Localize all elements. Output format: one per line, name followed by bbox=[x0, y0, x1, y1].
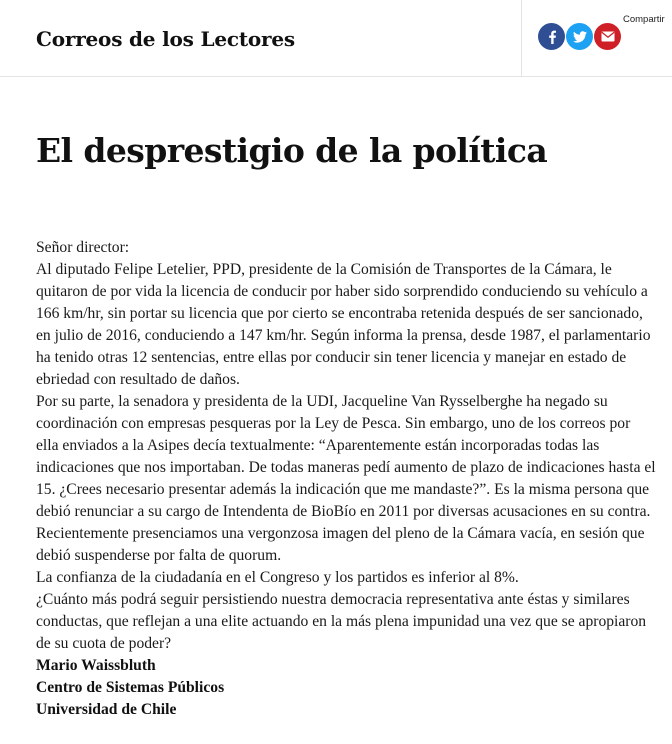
article-body bbox=[36, 237, 656, 721]
section-title[interactable]: Correos de los Lectores bbox=[36, 27, 295, 51]
twitter-share-button[interactable] bbox=[566, 23, 593, 50]
signature-institution: Universidad de Chile bbox=[36, 701, 177, 718]
article-paragraph: La confianza de la ciudadanía en el Congreso y los partidos es inferior al 8%. bbox=[36, 569, 519, 586]
mail-icon bbox=[601, 31, 615, 42]
page-header bbox=[0, 0, 672, 77]
article-paragraph: ¿Cuánto más podrá seguir persistiendo nuestra democracia representativa ante éstas y similares conductas, que reflejan a una elite actuando en la más plena impunidad una vez que se apropiaron de su cuota de poder? bbox=[36, 591, 647, 652]
email-share-button[interactable] bbox=[594, 23, 621, 50]
twitter-icon bbox=[573, 31, 587, 43]
share-label: Compartir bbox=[623, 14, 665, 25]
facebook-icon bbox=[546, 30, 558, 44]
share-box bbox=[521, 0, 672, 77]
article-paragraph: Al diputado Felipe Letelier, PPD, presidente de la Comisión de Transportes de la Cámara, le quitaron de por vida la licencia de conducir por haber sido sorprendido conduciendo su vehículo a 166 km/hr, sin portar su licencia que por cierto se encontraba retenida después de ser sancionado, en julio de 2016, conduciendo a 147 km/hr. Según informa la prensa, desde 1987, el parlamentario ha tenido otras 12 sentencias, entre ellas por conducir sin tener licencia y manejar en estado de ebriedad con resultado de daños. bbox=[36, 261, 651, 388]
facebook-share-button[interactable] bbox=[538, 23, 565, 50]
signature-name: Mario Waissbluth bbox=[36, 657, 156, 674]
article-paragraph: Por su parte, la senadora y presidenta de la UDI, Jacqueline Van Rysselberghe ha negado su coordinación con empresas pesqueras por la Ley de Pesca. Sin embargo, uno de los correos por ella enviados a la Asipes decía textualmente: “Aparentemente están incorporadas todas las indicaciones que nos importaban. De todas maneras pedí aumento de plazo de indicaciones hasta el 15. ¿Crees necesario presentar además la indicación que me mandaste?”. Es la misma persona que debió renunciar a su cargo de Intendenta de BioBío en 2011 por diversas acusaciones en su contra. bbox=[36, 393, 656, 520]
salutation: Señor director: bbox=[36, 239, 130, 256]
article-headline: El desprestigio de la política bbox=[36, 131, 548, 170]
article-paragraph: Recientemente presenciamos una vergonzosa imagen del pleno de la Cámara vacía, en sesión que debió suspenderse por falta de quorum. bbox=[36, 525, 645, 564]
signature-organization: Centro de Sistemas Públicos bbox=[36, 679, 225, 696]
